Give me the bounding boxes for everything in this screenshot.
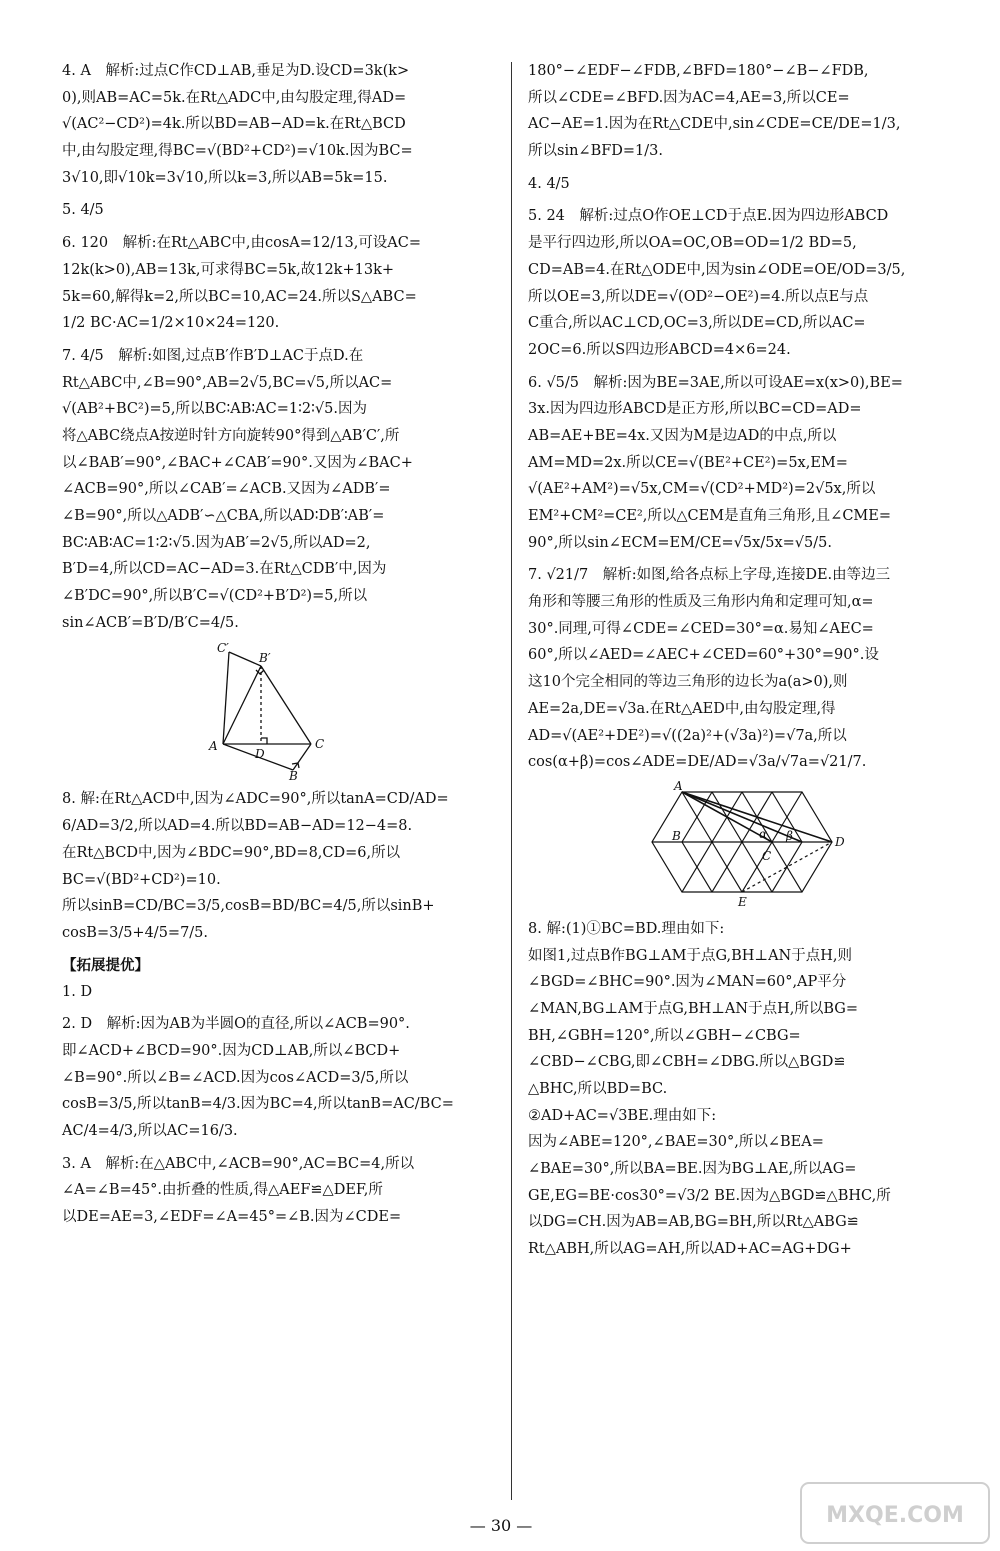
- text-line: BC=√(BD²+CD²)=10.: [62, 871, 221, 888]
- text-line: 2. D 解析:因为AB为半圆O的直径,所以∠ACB=90°.: [62, 1016, 410, 1033]
- text-line: 6. √5/5 解析:因为BE=3AE,所以可设AE=x(x>0),BE=: [528, 374, 903, 391]
- text-line: cosB=3/5+4/5=7/5.: [62, 924, 209, 941]
- text-line: AC−AE=1.因为在Rt△CDE中,sin∠CDE=CE/DE=1/3,: [528, 116, 901, 133]
- ext-answer-3-continued: [528, 58, 956, 165]
- text-line: 是平行四边形,所以OA=OC,OB=OD=1/2 BD=5,: [528, 235, 857, 252]
- ext-answer-1: [62, 979, 494, 1006]
- text-line: 0),则AB=AC=5k.在Rt△ADC中,由勾股定理,得AD=: [62, 89, 407, 106]
- label-alpha: α: [759, 826, 768, 841]
- text-line: △BHC,所以BD=BC.: [528, 1081, 668, 1097]
- answer-5: [62, 197, 494, 224]
- text-line: 12k(k>0),AB=13k,可求得BC=5k,故12k+13k+: [62, 261, 395, 278]
- rotation-triangle-figure: [203, 640, 353, 784]
- text-line: ∠B′DC=90°,所以B′C=√(CD²+B′D²)=5,所以: [62, 588, 368, 605]
- text-line: ∠BGD=∠BHC=90°.因为∠MAN=60°,AP平分: [528, 974, 847, 991]
- text-line: ∠B=90°,所以△ADB′∽△CBA,所以AD∶DB′∶AB′=: [62, 508, 385, 524]
- text-line: 1/2 BC·AC=1/2×10×24=120.: [62, 315, 280, 332]
- text-line: CD=AB=4.在Rt△ODE中,因为sin∠ODE=OE/OD=3/5,: [528, 261, 906, 278]
- text-line: AE=2a,DE=√3a.在Rt△AED中,由勾股定理,得: [528, 700, 836, 717]
- text-line: 所以sin∠BFD=1/3.: [528, 143, 664, 160]
- text-line: 2OC=6.所以S四边形ABCD=4×6=24.: [528, 341, 791, 358]
- text-line: √(AB²+BC²)=5,所以BC∶AB∶AC=1∶2∶√5.因为: [62, 401, 367, 418]
- text-line: 以DG=CH.因为AB=AB,BG=BH,所以Rt△ABG≌: [528, 1214, 859, 1231]
- column-divider: [511, 62, 512, 1500]
- ext-answer-8: [528, 916, 956, 1263]
- text-line: 即∠ACD+∠BCD=90°.因为CD⊥AB,所以∠BCD+: [62, 1042, 401, 1059]
- text-line: AD=√(AE²+DE²)=√((2a)²+(√3a)²)=√7a,所以: [528, 727, 847, 744]
- text-line: 因为∠ABE=120°,∠BAE=30°,所以∠BEA=: [528, 1134, 824, 1151]
- text-line: 8. 解:在Rt△ACD中,因为∠ADC=90°,所以tanA=CD/AD=: [62, 791, 449, 808]
- text-line: 以DE=AE=3,∠EDF=∠A=45°=∠B.因为∠CDE=: [62, 1209, 402, 1226]
- text-line: 60°,所以∠AED=∠AEC+∠CED=60°+30°=90°.设: [528, 647, 879, 664]
- label-beta: β: [786, 828, 793, 843]
- text-line: 3. A 解析:在△ABC中,∠ACB=90°,AC=BC=4,所以: [62, 1155, 415, 1172]
- text-line: 将△ABC绕点A按逆时针方向旋转90°得到△AB′C′,所: [62, 427, 400, 444]
- text-line: 7. 4/5 解析:如图,过点B′作B′D⊥AC于点D.在: [62, 347, 364, 364]
- text-line: ∠MAN,BG⊥AM于点G,BH⊥AN于点H,所以BG=: [528, 1000, 858, 1017]
- text-line: 6/AD=3/2,所以AD=4.所以BD=AB−AD=12−4=8.: [62, 818, 413, 835]
- answer-7: [62, 343, 494, 784]
- answer-6: [62, 230, 494, 337]
- label-c: C: [762, 848, 772, 863]
- watermark-logo: [800, 1482, 990, 1544]
- text-line: 4. A 解析:过点C作CD⊥AB,垂足为D.设CD=3k(k>: [62, 63, 410, 79]
- svg-text:MXQE.COM: MXQE.COM: [826, 1503, 964, 1528]
- text-line: 180°−∠EDF−∠FDB,∠BFD=180°−∠B−∠FDB,: [528, 63, 869, 79]
- right-column: [528, 58, 956, 1269]
- text-line: 这10个完全相同的等边三角形的边长为a(a>0),则: [528, 674, 848, 691]
- text-line: 在Rt△BCD中,因为∠BDC=90°,BD=8,CD=6,所以: [62, 844, 401, 861]
- text-line: 5. 24 解析:过点O作OE⊥CD于点E.因为四边形ABCD: [528, 208, 889, 225]
- ext-answer-5: [528, 203, 956, 363]
- label-d: D: [835, 834, 845, 849]
- ext-answer-2: [62, 1011, 494, 1144]
- text-line: Rt△ABH,所以AG=AH,所以AD+AC=AG+DG+: [528, 1241, 852, 1258]
- text-line: cos(α+β)=cos∠ADE=DE/AD=√3a/√7a=√21/7.: [528, 754, 867, 771]
- text-line: 3√10,即√10k=3√10,所以k=3,所以AB=5k=15.: [62, 169, 388, 186]
- label-b-prime: B′: [259, 651, 271, 666]
- text-line: 所以sinB=CD/BC=3/5,cosB=BD/BC=4/5,所以sinB+: [62, 898, 435, 915]
- label-a: A: [674, 778, 683, 793]
- text-line: AC/4=4/3,所以AC=16/3.: [62, 1123, 238, 1139]
- text-line: GE,EG=BE·cos30°=√3/2 BE.因为△BGD≌△BHC,所: [528, 1187, 891, 1204]
- text-line: √(AE²+AM²)=√5x,CM=√(CD²+MD²)=2√5x,所以: [528, 481, 876, 498]
- label-e: E: [738, 894, 747, 909]
- ext-answer-3: [62, 1151, 494, 1231]
- text-line: ②AD+AC=√3BE.理由如下:: [528, 1107, 717, 1124]
- section-heading: 【拓展提优】: [62, 956, 149, 974]
- label-a: A: [209, 739, 218, 754]
- text-line: 如图1,过点B作BG⊥AM于点G,BH⊥AN于点H,则: [528, 947, 852, 964]
- text-line: 1. D: [62, 983, 93, 1000]
- hexagon-triangles-figure: [642, 778, 845, 910]
- text-line: C重合,所以AC⊥CD,OC=3,所以DE=CD,所以AC=: [528, 315, 866, 332]
- text-line: 7. √21/7 解析:如图,给各点标上字母,连接DE.由等边三: [528, 567, 891, 584]
- text-line: B′D=4,所以CD=AC−AD=3.在Rt△CDB′中,因为: [62, 561, 387, 578]
- text-line: EM²+CM²=CE²,所以△CEM是直角三角形,且∠CME=: [528, 508, 892, 524]
- label-c: C: [315, 737, 325, 752]
- label-b: B: [289, 769, 298, 784]
- text-line: 5. 4/5: [62, 202, 104, 219]
- text-line: ∠ACB=90°,所以∠CAB′=∠ACB.又因为∠ADB′=: [62, 481, 391, 498]
- text-line: BC∶AB∶AC=1∶2∶√5.因为AB′=2√5,所以AD=2,: [62, 534, 371, 551]
- answer-4: [62, 58, 494, 191]
- text-line: 30°.同理,可得∠CDE=∠CED=30°=α.易知∠AEC=: [528, 620, 874, 637]
- label-b: B: [672, 828, 681, 843]
- text-line: cosB=3/5,所以tanB=4/3.因为BC=4,所以tanB=AC/BC=: [62, 1096, 454, 1113]
- text-line: 所以OE=3,所以DE=√(OD²−OE²)=4.所以点E与点: [528, 288, 869, 305]
- text-line: ∠A=∠B=45°.由折叠的性质,得△AEF≌△DEF,所: [62, 1182, 383, 1199]
- text-line: 8. 解:(1)①BC=BD.理由如下:: [528, 920, 725, 937]
- text-line: 6. 120 解析:在Rt△ABC中,由cosA=12/13,可设AC=: [62, 235, 422, 252]
- answer-8: [62, 786, 494, 946]
- text-line: AB=AE+BE=4x.又因为M是边AD的中点,所以: [528, 427, 837, 444]
- label-d: D: [255, 747, 265, 762]
- text-line: sin∠ACB′=B′D/B′C=4/5.: [62, 614, 239, 631]
- text-line: 以∠BAB′=90°,∠BAC+∠CAB′=90°.又因为∠BAC+: [62, 454, 413, 471]
- text-line: ∠BAE=30°,所以BA=BE.因为BG⊥AE,所以AG=: [528, 1161, 857, 1178]
- ext-answer-7: [528, 562, 956, 910]
- text-line: ∠CBD−∠CBG,即∠CBH=∠DBG.所以△BGD≌: [528, 1054, 846, 1071]
- text-line: ∠B=90°.所以∠B=∠ACD.因为cos∠ACD=3/5,所以: [62, 1069, 409, 1086]
- text-line: 90°,所以sin∠ECM=EM/CE=√5x/5x=√5/5.: [528, 534, 832, 551]
- left-column: [62, 58, 494, 1237]
- text-line: Rt△ABC中,∠B=90°,AB=2√5,BC=√5,所以AC=: [62, 374, 393, 391]
- text-line: 中,由勾股定理,得BC=√(BD²+CD²)=√10k.因为BC=: [62, 143, 413, 160]
- ext-answer-4: [528, 171, 956, 198]
- text-line: 5k=60,解得k=2,所以BC=10,AC=24.所以S△ABC=: [62, 288, 417, 305]
- text-line: 3x.因为四边形ABCD是正方形,所以BC=CD=AD=: [528, 401, 862, 418]
- text-line: 4. 4/5: [528, 175, 570, 192]
- ext-answer-6: [528, 370, 956, 557]
- page-number: — 30 —: [469, 1516, 533, 1535]
- label-c-prime: C′: [217, 641, 229, 656]
- text-line: 角形和等腰三角形的性质及三角形内角和定理可知,α=: [528, 594, 874, 611]
- text-line: √(AC²−CD²)=4k.所以BD=AB−AD=k.在Rt△BCD: [62, 116, 406, 133]
- text-line: 所以∠CDE=∠BFD.因为AC=4,AE=3,所以CE=: [528, 89, 850, 106]
- text-line: BH,∠GBH=120°,所以∠GBH−∠CBG=: [528, 1027, 801, 1044]
- text-line: AM=MD=2x.所以CE=√(BE²+CE²)=5x,EM=: [528, 454, 848, 471]
